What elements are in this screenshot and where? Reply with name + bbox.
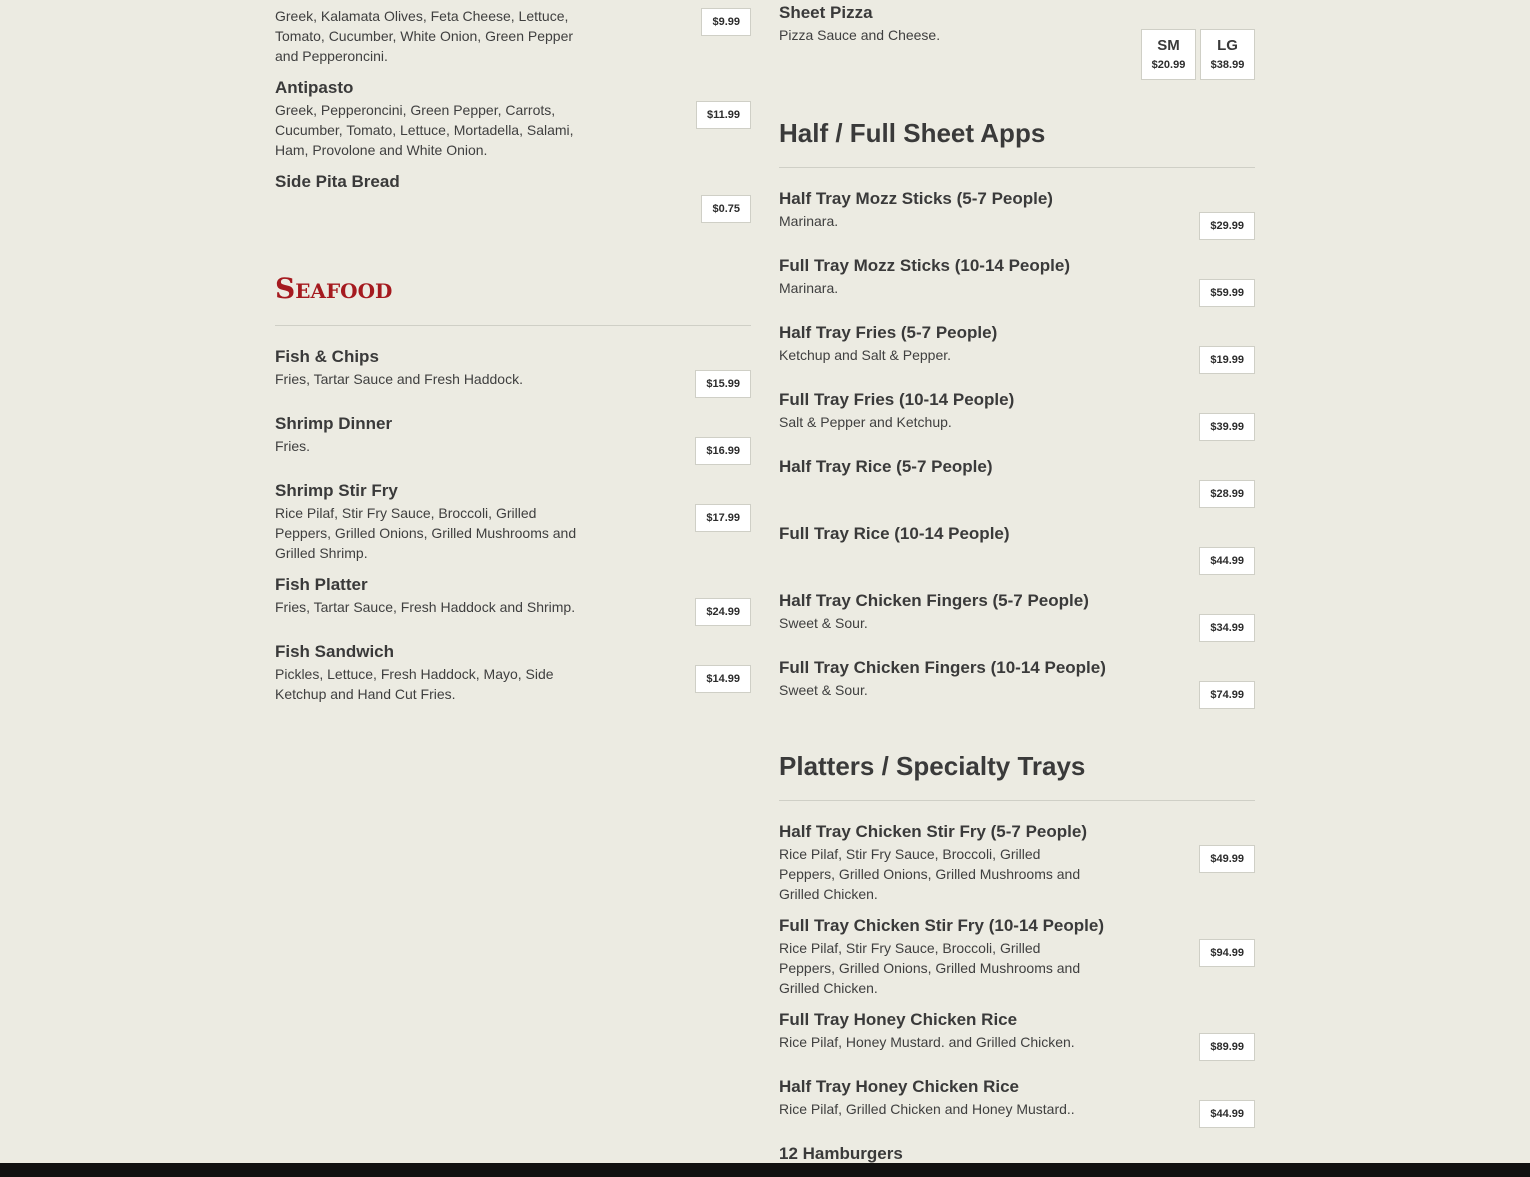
item-description: Rice Pilaf, Grilled Chicken and Honey Mustard.. (779, 1101, 1075, 1117)
menu-item-shrimp-stir-fry (275, 481, 751, 563)
price-button[interactable]: $17.99 (695, 504, 751, 532)
item-name: Full Tray Chicken Fingers (10-14 People) (779, 658, 1106, 677)
item-description: Sweet & Sour. (779, 682, 868, 698)
menu-item-fish-platter (275, 575, 751, 617)
menu-item-shrimp-dinner (275, 414, 751, 456)
menu-item-half-tray-mozz-sticks (779, 189, 1255, 231)
price-button[interactable]: $28.99 (1199, 480, 1255, 508)
item-name: Antipasto (275, 78, 354, 97)
price-button[interactable]: $29.99 (1199, 212, 1255, 240)
menu-item-full-tray-honey-chicken-rice (779, 1010, 1255, 1052)
item-name: Shrimp Stir Fry (275, 481, 398, 500)
size-price: $38.99 (1210, 59, 1245, 71)
item-name: Full Tray Honey Chicken Rice (779, 1010, 1018, 1029)
section-divider (275, 325, 751, 326)
menu-item-fish-sandwich (275, 642, 751, 704)
item-description: Fries. (275, 438, 310, 454)
bottom-bar (0, 1163, 1530, 1177)
item-description: Fries, Tartar Sauce, Fresh Haddock and Shrimp. (275, 599, 576, 615)
menu-item-side-pita-bread (275, 172, 751, 215)
item-description: Ketchup and Salt & Pepper. (779, 347, 952, 363)
menu-item-12-hamburgers (779, 1144, 1255, 1164)
section-title-platters: Platters / Specialty Trays (779, 751, 1086, 781)
menu-item-full-tray-mozz-sticks (779, 256, 1255, 298)
item-name: 12 Hamburgers (779, 1144, 903, 1163)
section-divider (779, 167, 1255, 168)
item-description: Sweet & Sour. (779, 615, 868, 631)
section-title-apps: Half / Full Sheet Apps (779, 118, 1046, 148)
item-name: Full Tray Rice (10-14 People) (779, 524, 1010, 543)
item-name: Full Tray Fries (10-14 People) (779, 390, 1015, 409)
menu-item-half-tray-chicken-stir-fry (779, 822, 1255, 904)
item-name: Shrimp Dinner (275, 414, 393, 433)
size-label: SM (1157, 37, 1180, 54)
price-button[interactable]: $44.99 (1199, 547, 1255, 575)
item-description: Pizza Sauce and Cheese. (779, 27, 941, 43)
item-description: Salt & Pepper and Ketchup. (779, 414, 952, 430)
menu-item-full-tray-chicken-stir-fry (779, 916, 1255, 998)
price-button[interactable]: $94.99 (1199, 939, 1255, 967)
item-description: Rice Pilaf, Stir Fry Sauce, Broccoli, Grilled Peppers, Grilled Onions, Grilled Mushrooms and Grilled Chicken. (779, 940, 1081, 996)
menu-item-fish-and-chips (275, 347, 751, 389)
menu-item-full-tray-rice (779, 524, 1255, 567)
item-name: Fish Sandwich (275, 642, 395, 661)
item-name: Half Tray Rice (5-7 People) (779, 457, 993, 476)
item-name: Side Pita Bread (275, 172, 400, 191)
item-name: Half Tray Chicken Fingers (5-7 People) (779, 591, 1089, 610)
menu-item-antipasto (275, 78, 751, 160)
price-button[interactable]: $49.99 (1199, 845, 1255, 873)
price-button[interactable]: $59.99 (1199, 279, 1255, 307)
menu-item-greek-salad (275, 6, 751, 66)
price-button[interactable]: $44.99 (1199, 1100, 1255, 1128)
price-button[interactable]: $24.99 (695, 598, 751, 626)
item-name: Full Tray Mozz Sticks (10-14 People) (779, 256, 1070, 275)
price-button[interactable]: $9.99 (701, 8, 751, 36)
item-description: Greek, Kalamata Olives, Feta Cheese, Lettuce, Tomato, Cucumber, White Onion, Green Pepper and Pepperoncini. (275, 8, 574, 64)
menu-item-full-tray-fries (779, 390, 1255, 432)
item-name: Half Tray Mozz Sticks (5-7 People) (779, 189, 1053, 208)
item-description: Rice Pilaf, Stir Fry Sauce, Broccoli, Grilled Peppers, Grilled Onions, Grilled Mushrooms and Grilled Chicken. (779, 846, 1081, 902)
size-option-large[interactable] (1200, 29, 1255, 80)
item-name: Half Tray Fries (5-7 People) (779, 323, 998, 342)
item-name: Half Tray Honey Chicken Rice (779, 1077, 1019, 1096)
item-description: Greek, Pepperoncini, Green Pepper, Carrots, Cucumber, Tomato, Lettuce, Mortadella, Salami, Ham, Provolone and White Onion. (275, 102, 574, 158)
item-description: Fries, Tartar Sauce and Fresh Haddock. (275, 371, 523, 387)
item-name: Fish & Chips (275, 347, 379, 366)
price-button[interactable]: $15.99 (695, 370, 751, 398)
menu-item-half-tray-fries (779, 323, 1255, 365)
size-label: LG (1217, 37, 1238, 54)
menu-item-sheet-pizza (779, 3, 1255, 71)
item-name: Sheet Pizza (779, 3, 873, 22)
item-description: Rice Pilaf, Honey Mustard. and Grilled Chicken. (779, 1034, 1075, 1050)
item-description: Rice Pilaf, Stir Fry Sauce, Broccoli, Grilled Peppers, Grilled Onions, Grilled Mushrooms and Grilled Shrimp. (275, 505, 577, 561)
item-description: Marinara. (779, 213, 839, 229)
price-button[interactable]: $74.99 (1199, 681, 1255, 709)
item-name: Half Tray Chicken Stir Fry (5-7 People) (779, 822, 1087, 841)
price-button[interactable]: $16.99 (695, 437, 751, 465)
menu-item-half-tray-honey-chicken-rice (779, 1077, 1255, 1119)
price-button[interactable]: $19.99 (1199, 346, 1255, 374)
price-button[interactable]: $89.99 (1199, 1033, 1255, 1061)
section-title-seafood: Seafood (275, 272, 393, 305)
price-button[interactable]: $14.99 (695, 665, 751, 693)
price-button[interactable]: $39.99 (1199, 413, 1255, 441)
item-description: Marinara. (779, 280, 839, 296)
section-divider (779, 800, 1255, 801)
size-option-small[interactable] (1141, 29, 1196, 80)
item-description: Pickles, Lettuce, Fresh Haddock, Mayo, Side Ketchup and Hand Cut Fries. (275, 666, 554, 702)
menu-item-half-tray-chicken-fingers (779, 591, 1255, 633)
size-price: $20.99 (1151, 59, 1186, 71)
price-button[interactable]: $0.75 (701, 195, 751, 223)
menu-item-full-tray-chicken-fingers (779, 658, 1255, 700)
price-button[interactable]: $11.99 (696, 101, 751, 129)
price-button[interactable]: $34.99 (1199, 614, 1255, 642)
item-name: Full Tray Chicken Stir Fry (10-14 People) (779, 916, 1104, 935)
menu-item-half-tray-rice (779, 457, 1255, 500)
item-name: Fish Platter (275, 575, 368, 594)
